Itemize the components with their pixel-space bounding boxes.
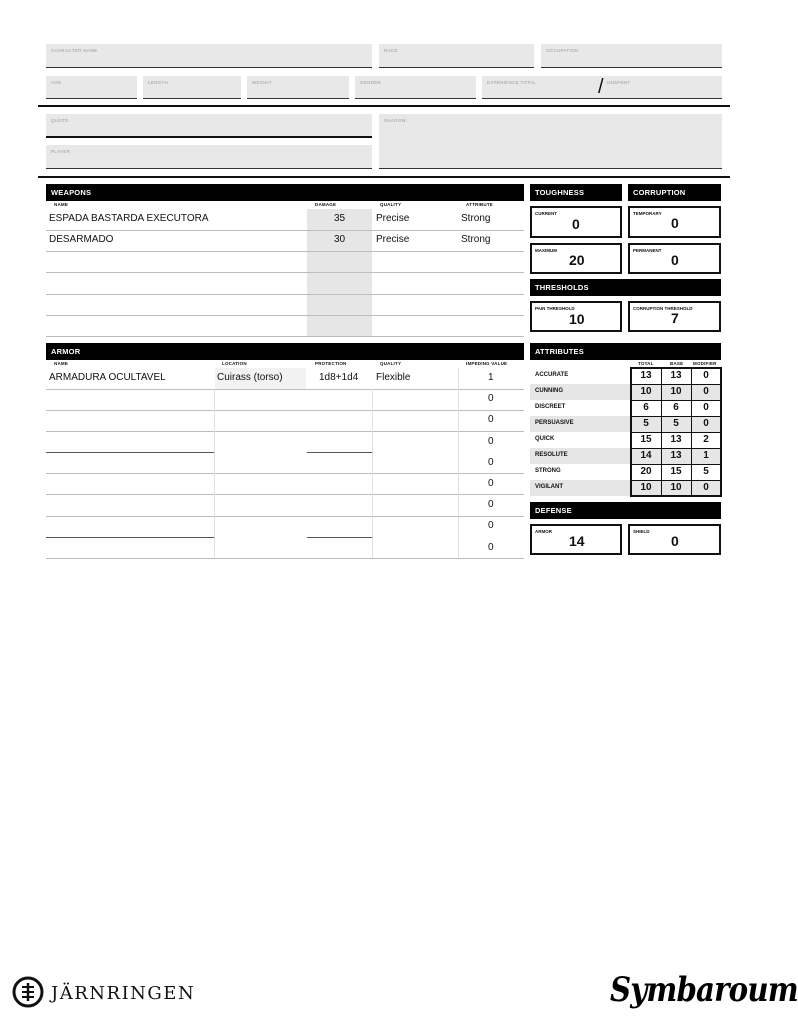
- corruption-temporary-label: TEMPORARY: [633, 211, 662, 216]
- armor-row-line: [46, 473, 524, 474]
- age-label: AGE: [51, 80, 62, 85]
- gender-label: GENDER: [360, 80, 382, 85]
- pain-threshold-value: 10: [569, 311, 585, 327]
- character-name-label: CHARACTER NAME: [51, 48, 98, 53]
- weapon-name[interactable]: ESPADA BASTARDA EXECUTORA: [49, 213, 209, 224]
- attribute-name: CUNNING: [535, 388, 563, 394]
- header-divider-top: [38, 105, 730, 107]
- attribute-total[interactable]: 13: [640, 370, 652, 381]
- attribute-grid-line: [630, 448, 722, 449]
- weapon-damage[interactable]: 30: [334, 234, 346, 245]
- armor-col-protection: PROTECTION: [315, 361, 347, 366]
- weapon-name[interactable]: DESARMADO: [49, 234, 114, 245]
- length-field[interactable]: [143, 76, 241, 99]
- attributes-col-total: TOTAL: [638, 361, 654, 366]
- publisher-logo-text: JÄRNRINGEN: [51, 983, 196, 1004]
- weapons-row-line: [46, 272, 524, 273]
- attribute-name: ACCURATE: [535, 372, 569, 378]
- armor-col-location: LOCATION: [222, 361, 247, 366]
- weapon-attribute[interactable]: Strong: [461, 213, 491, 224]
- attribute-grid-line: [630, 384, 722, 385]
- attribute-base[interactable]: 15: [670, 466, 682, 477]
- armor-row-line: [46, 516, 524, 517]
- weapon-quality[interactable]: Precise: [376, 234, 410, 245]
- attribute-grid-line: [630, 464, 722, 465]
- toughness-current-label: CURRENT: [535, 211, 557, 216]
- age-field[interactable]: [46, 76, 137, 99]
- toughness-maximum-label: MAXIMUM: [535, 248, 557, 253]
- occupation-field[interactable]: [541, 44, 722, 68]
- corruption-header: CORRUPTION: [628, 184, 721, 201]
- weapon-attribute[interactable]: Strong: [461, 234, 491, 245]
- armor-impeding-empty[interactable]: 0: [488, 542, 494, 553]
- weapons-col-attribute: ATTRIBUTE: [466, 202, 493, 207]
- attribute-name: DISCREET: [535, 404, 566, 410]
- weapons-col-name: NAME: [54, 202, 69, 207]
- defense-armor-label: ARMOR: [535, 529, 552, 534]
- defense-shield-label: SHIELD: [633, 529, 650, 534]
- attribute-grid-line: [630, 480, 722, 481]
- toughness-maximum-value: 20: [569, 252, 585, 268]
- toughness-header: TOUGHNESS: [530, 184, 622, 201]
- armor-protection[interactable]: 1d8+1d4: [319, 372, 359, 383]
- attribute-grid-line: [630, 432, 722, 433]
- attributes-col-modifier: MODIFIER: [693, 361, 717, 366]
- weapons-header: WEAPONS: [46, 184, 524, 201]
- race-label: RACE: [384, 48, 398, 53]
- toughness-maximum-box[interactable]: [530, 243, 622, 274]
- weapons-row-line: [46, 230, 524, 231]
- attribute-modifier[interactable]: 5: [703, 466, 709, 477]
- experience-slash: /: [598, 76, 604, 98]
- attribute-total[interactable]: 5: [643, 418, 649, 429]
- pain-threshold-box[interactable]: [530, 301, 622, 332]
- attribute-total[interactable]: 10: [640, 482, 652, 493]
- attribute-total[interactable]: 14: [640, 450, 652, 461]
- armor-impeding-empty[interactable]: 0: [488, 478, 494, 489]
- attribute-name: RESOLUTE: [535, 452, 568, 458]
- weapons-row-line: [46, 315, 524, 316]
- weapons-row-line: [46, 294, 524, 295]
- occupation-label: OCCUPATION: [546, 48, 579, 53]
- attribute-base[interactable]: 10: [670, 386, 682, 397]
- attribute-name: PERSUASIVE: [535, 420, 574, 426]
- attribute-total[interactable]: 20: [640, 466, 652, 477]
- length-label: LENGTH: [148, 80, 169, 85]
- weapon-damage[interactable]: 35: [334, 213, 346, 224]
- armor-row-line: [46, 494, 524, 495]
- toughness-current-box[interactable]: [530, 206, 622, 238]
- jarnringen-rune-icon: [12, 976, 44, 1008]
- attribute-modifier[interactable]: 0: [703, 418, 709, 429]
- armor-row-line: [307, 452, 372, 453]
- defense-header: DEFENSE: [530, 502, 721, 519]
- attribute-name: VIGILANT: [535, 484, 563, 490]
- weight-label: WEIGHT: [252, 80, 272, 85]
- attributes-header: ATTRIBUTES: [530, 343, 721, 360]
- armor-row-line: [46, 431, 524, 432]
- weapons-row-line: [46, 336, 524, 337]
- armor-impeding-empty[interactable]: 0: [488, 414, 494, 425]
- armor-column-divider: [372, 389, 373, 558]
- shadow-label: SHADOW: [384, 118, 407, 123]
- gender-field[interactable]: [355, 76, 476, 99]
- attribute-modifier[interactable]: 0: [703, 402, 709, 413]
- armor-impeding-empty[interactable]: 0: [488, 436, 494, 447]
- corruption-threshold-value: 7: [671, 310, 679, 326]
- attribute-total[interactable]: 10: [640, 386, 652, 397]
- weapons-col-damage: DAMAGE: [315, 202, 337, 207]
- armor-col-name: NAME: [54, 361, 69, 366]
- character-name-field[interactable]: [46, 44, 372, 68]
- unspent-label: UNSPENT: [607, 80, 631, 85]
- armor-row-line: [46, 537, 214, 538]
- armor-location[interactable]: Cuirass (torso): [217, 372, 283, 383]
- armor-impeding-empty[interactable]: 0: [488, 499, 494, 510]
- attribute-base[interactable]: 10: [670, 482, 682, 493]
- defense-shield-value: 0: [671, 533, 679, 549]
- attribute-base[interactable]: 5: [673, 418, 679, 429]
- armor-row-line: [46, 389, 524, 390]
- attributes-col-base: BASE: [670, 361, 684, 366]
- armor-row-line: [307, 537, 372, 538]
- armor-row-line: [46, 410, 524, 411]
- quote-label: QUOTE: [51, 118, 69, 123]
- attribute-base[interactable]: 13: [670, 434, 682, 445]
- attribute-total[interactable]: 15: [640, 434, 652, 445]
- quote-field[interactable]: [46, 114, 372, 138]
- player-label: PLAYER: [51, 149, 71, 154]
- armor-row-line: [46, 558, 524, 559]
- attribute-modifier[interactable]: 0: [703, 386, 709, 397]
- shadow-field[interactable]: [379, 114, 722, 169]
- corruption-permanent-value: 0: [671, 252, 679, 268]
- armor-impeding-empty[interactable]: 0: [488, 457, 494, 468]
- corruption-temporary-value: 0: [671, 215, 679, 231]
- attribute-base[interactable]: 13: [670, 450, 682, 461]
- armor-name[interactable]: ARMADURA OCULTAVEL: [49, 372, 166, 383]
- weapon-quality[interactable]: Precise: [376, 213, 410, 224]
- armor-row-line: [46, 452, 214, 453]
- attribute-name: STRONG: [535, 468, 561, 474]
- attribute-total[interactable]: 6: [643, 402, 649, 413]
- armor-column-divider: [214, 389, 215, 558]
- attribute-modifier[interactable]: 1: [703, 450, 709, 461]
- race-field[interactable]: [379, 44, 534, 68]
- attribute-base[interactable]: 6: [673, 402, 679, 413]
- corruption-threshold-box[interactable]: [628, 301, 721, 332]
- attribute-modifier[interactable]: 0: [703, 482, 709, 493]
- armor-impeding-empty[interactable]: 0: [488, 393, 494, 404]
- armor-col-impeding: IMPEDING VALUE: [466, 361, 508, 366]
- corruption-temporary-box[interactable]: [628, 206, 721, 238]
- defense-armor-value: 14: [569, 533, 585, 549]
- corruption-permanent-label: PERMANENT: [633, 248, 662, 253]
- armor-column-divider: [458, 368, 459, 558]
- defense-armor-box[interactable]: [530, 524, 622, 555]
- symbaroum-logo: Symbaroum: [610, 970, 798, 1010]
- weight-field[interactable]: [247, 76, 349, 99]
- thresholds-header: THRESHOLDS: [530, 279, 721, 296]
- attribute-modifier[interactable]: 2: [703, 434, 709, 445]
- corruption-permanent-box[interactable]: [628, 243, 721, 274]
- armor-col-quality: QUALITY: [380, 361, 402, 366]
- attribute-grid-line: [630, 416, 722, 417]
- armor-impeding[interactable]: 1: [488, 372, 494, 383]
- pain-threshold-label: PAIN THRESHOLD: [535, 306, 575, 311]
- experience-field[interactable]: [482, 76, 722, 99]
- weapons-col-quality: QUALITY: [380, 202, 402, 207]
- armor-quality[interactable]: Flexible: [376, 372, 411, 383]
- header-divider-bottom: [38, 176, 730, 178]
- toughness-current-value: 0: [572, 216, 580, 232]
- defense-shield-box[interactable]: [628, 524, 721, 555]
- armor-header: ARMOR: [46, 343, 524, 360]
- armor-impeding-empty[interactable]: 0: [488, 520, 494, 531]
- attribute-base[interactable]: 13: [670, 370, 682, 381]
- player-field[interactable]: [46, 145, 372, 169]
- attribute-modifier[interactable]: 0: [703, 370, 709, 381]
- attribute-grid-line: [630, 400, 722, 401]
- experience-label: EXPERIENCE TOTAL: [487, 80, 537, 85]
- attribute-name: QUICK: [535, 436, 555, 442]
- corruption-threshold-label: CORRUPTION THRESHOLD: [633, 306, 693, 311]
- weapons-row-line: [46, 251, 524, 252]
